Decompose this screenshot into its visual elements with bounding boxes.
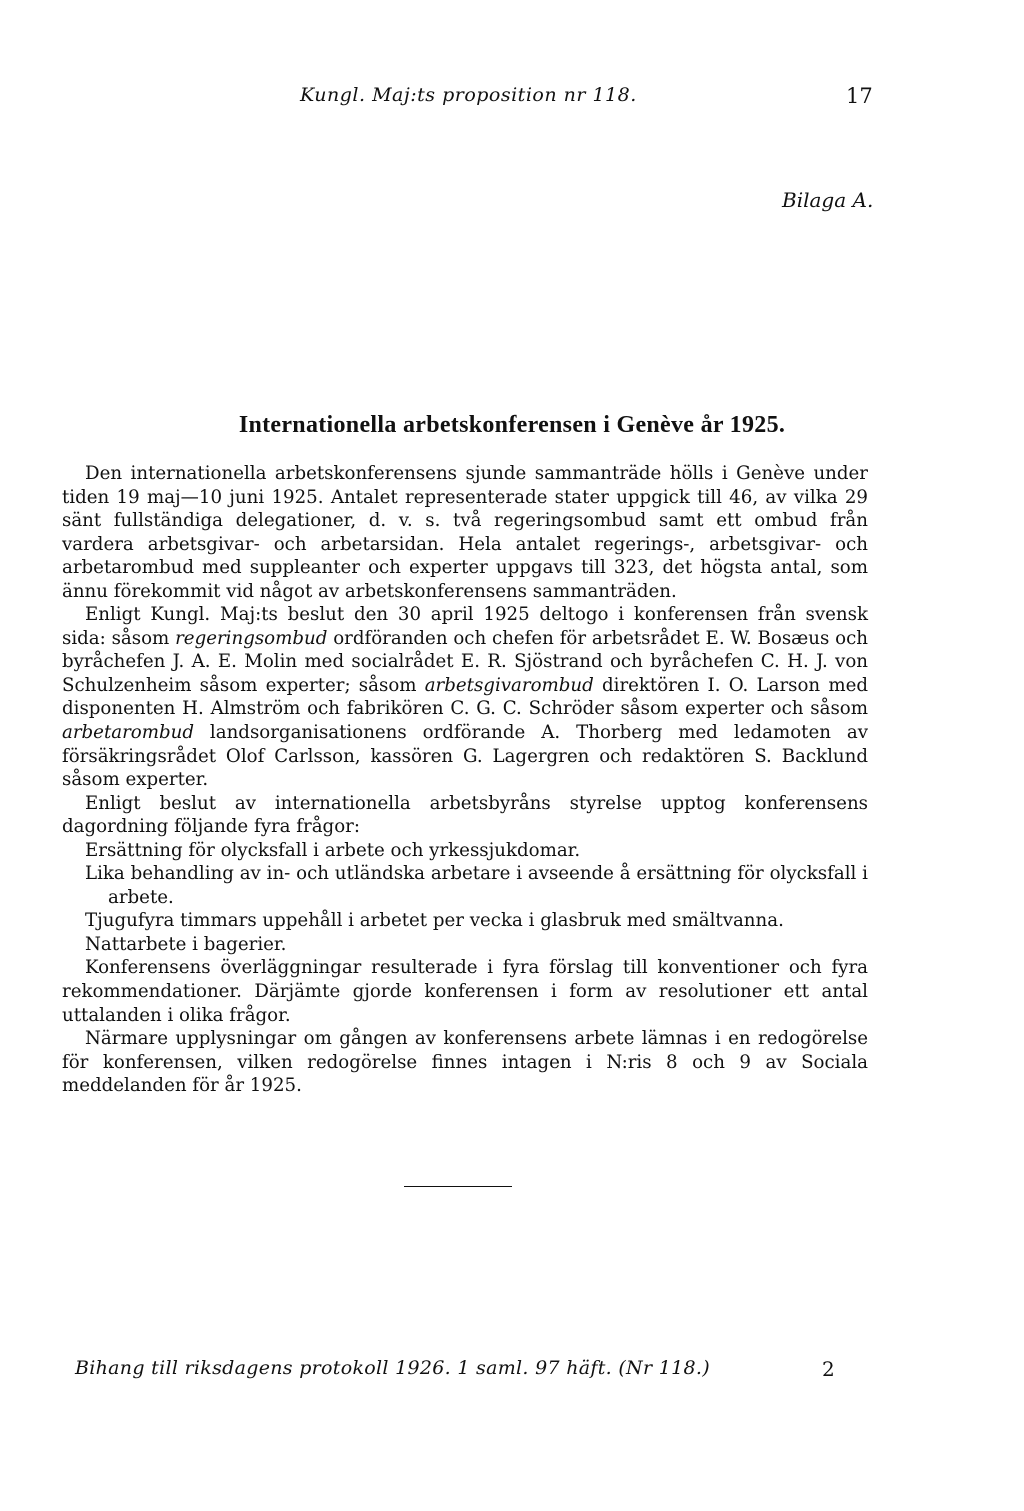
section-heading: Internationella arbetskonferensen i Genève år 1925. [238,412,786,438]
agenda-item: Nattarbete i bagerier. [85,933,287,955]
paragraph-results: Konferensens överläggningar resulterade i fyra förslag till konventioner och fyra rekommendationer. Därjämte gjorde konferensen i form av resolutioner ett antal uttalanden i olika frågor. [62,957,868,1026]
agenda-item: Tjugufyra timmars uppehåll i arbetet per vecka i glasbruk med smältvanna. [85,910,784,932]
delegation-emphasis-3: arbetarombud [62,722,194,744]
paragraph-agenda-intro: Enligt beslut av internationella arbetsbyråns styrelse upptog konferensens dagordning följande fyra frågor: [62,792,868,838]
delegation-text-3: direktören I. O. Larson med disponenten H. Almström och fabrikören C. G. C. Schröder såsom experter och såsom [62,674,868,720]
page-number: 17 [846,84,873,108]
delegation-text-4: landsorganisationens ordförande A. Thorberg med ledamoten av försäkringsrådet Olof Carlsson, kassören G. Lagergren och redaktören S. Backlund såsom experter. [62,722,868,791]
paragraph-further-info: Närmare upplysningar om gången av konferensens arbete lämnas i en redogörelse för konferensen, vilken redogörelse finnes intagen i N:ris 8 och 9 av Sociala meddelanden för år 1925. [62,1028,868,1097]
paragraph-delegation [62,603,868,791]
paragraph-intro: Den internationella arbetskonferensens sjunde sammanträde hölls i Genève under tiden 19 maj—10 juni 1925. Antalet representerade stater uppgick till 46, av vilka 29 sänt fullständiga delegationer, d. v. s. två regeringsombud samt ett ombud från vardera arbetsgivar- och arbetarsidan. Hela antalet regerings-, arbetsgivar- och arbetarombud med suppleanter och experter uppgavs till 323, det högsta antal, som ännu förekommit vid något av arbetskonferensens sammanträden. [62,463,868,602]
delegation-emphasis-1: regeringsombud [175,627,328,649]
agenda-item: Ersättning för olycksfall i arbete och yrkessjukdomar. [85,839,581,861]
body-text [62,462,868,1098]
delegation-emphasis-2: arbetsgivarombud [424,674,594,696]
appendix-label: Bilaga A. [782,188,874,212]
section-divider [404,1186,512,1187]
footer-sheet-number: 2 [822,1357,835,1381]
footer-citation: Bihang till riksdagens protokoll 1926. 1 saml. 97 häft. (Nr 118.) [75,1357,710,1379]
delegation-text-2: ordföranden och chefen för arbetsrådet E. W. Bosæus och byråchefen J. A. E. Molin med socialrådet E. R. Sjöstrand och byråchefen C. H. J. von Schulzenheim såsom experter; såsom [62,627,868,696]
delegation-text-1: Enligt Kungl. Maj:ts beslut den 30 april 1925 deltogo i konferensen från svensk sida: såsom [62,604,868,649]
running-header: Kungl. Maj:ts proposition nr 118. [300,84,637,106]
agenda-item: Lika behandling av in- och utländska arbetare i avseende å ersättning för olycksfall i arbete. [85,863,868,908]
